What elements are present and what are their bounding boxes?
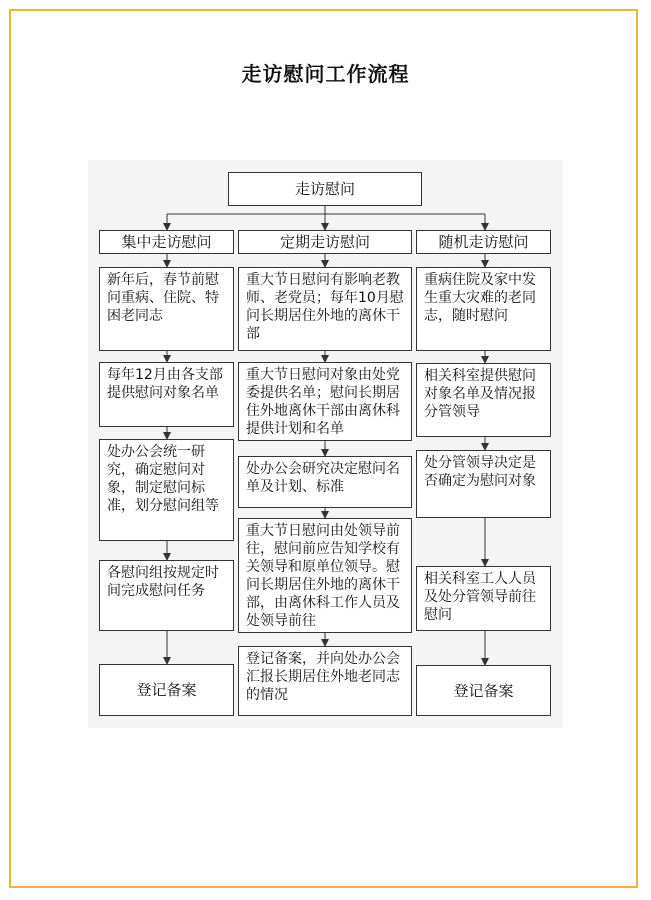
column-header-centralized: 集中走访慰问 <box>99 230 234 254</box>
flow-step-c1-3: 处办公会统一研究，确定慰问对象，制定慰问标准，划分慰问组等 <box>99 439 234 541</box>
flow-step-c3-4: 相关科室工人人员及处分管领导前往慰问 <box>416 566 551 631</box>
flow-step-c2-2: 重大节日慰问对象由处党委提供名单；慰问长期居住外地离休干部由离休科提供计划和名单 <box>238 362 412 441</box>
column-header-random: 随机走访慰问 <box>416 230 551 254</box>
flow-step-c1-5: 登记备案 <box>99 664 234 716</box>
flow-step-c3-1: 重病住院及家中发生重大灾难的老同志，随时慰问 <box>416 267 551 351</box>
flow-step-c1-1: 新年后，春节前慰问重病、住院、特困老同志 <box>99 267 234 351</box>
flow-step-c3-2: 相关科室提供慰问对象名单及情况报分管领导 <box>416 363 551 437</box>
page-title: 走访慰问工作流程 <box>241 62 410 86</box>
root-node: 走访慰问 <box>228 172 422 206</box>
flow-step-c1-4: 各慰问组按规定时间完成慰问任务 <box>99 560 234 631</box>
flow-step-c2-5: 登记备案，并向处办公会汇报长期居住外地老同志的情况 <box>238 646 412 716</box>
flow-step-c2-1: 重大节日慰问有影响老教师、老党员；每年10月慰问长期居住外地的离休干部 <box>238 267 412 351</box>
column-header-periodic: 定期走访慰问 <box>238 230 412 254</box>
flow-step-c1-2: 每年12月由各支部提供慰问对象名单 <box>99 362 234 427</box>
flow-step-c2-3: 处办公会研究决定慰问名单及计划、标准 <box>238 456 412 508</box>
flow-step-c3-5: 登记备案 <box>416 665 551 716</box>
flow-step-c2-4: 重大节日慰问由处领导前往，慰问前应告知学校有关领导和原单位领导。慰问长期居住外地的离休干部，由离休科工作人员及处领导前往 <box>238 518 412 633</box>
flow-step-c3-3: 处分管领导决定是否确定为慰问对象 <box>416 450 551 518</box>
